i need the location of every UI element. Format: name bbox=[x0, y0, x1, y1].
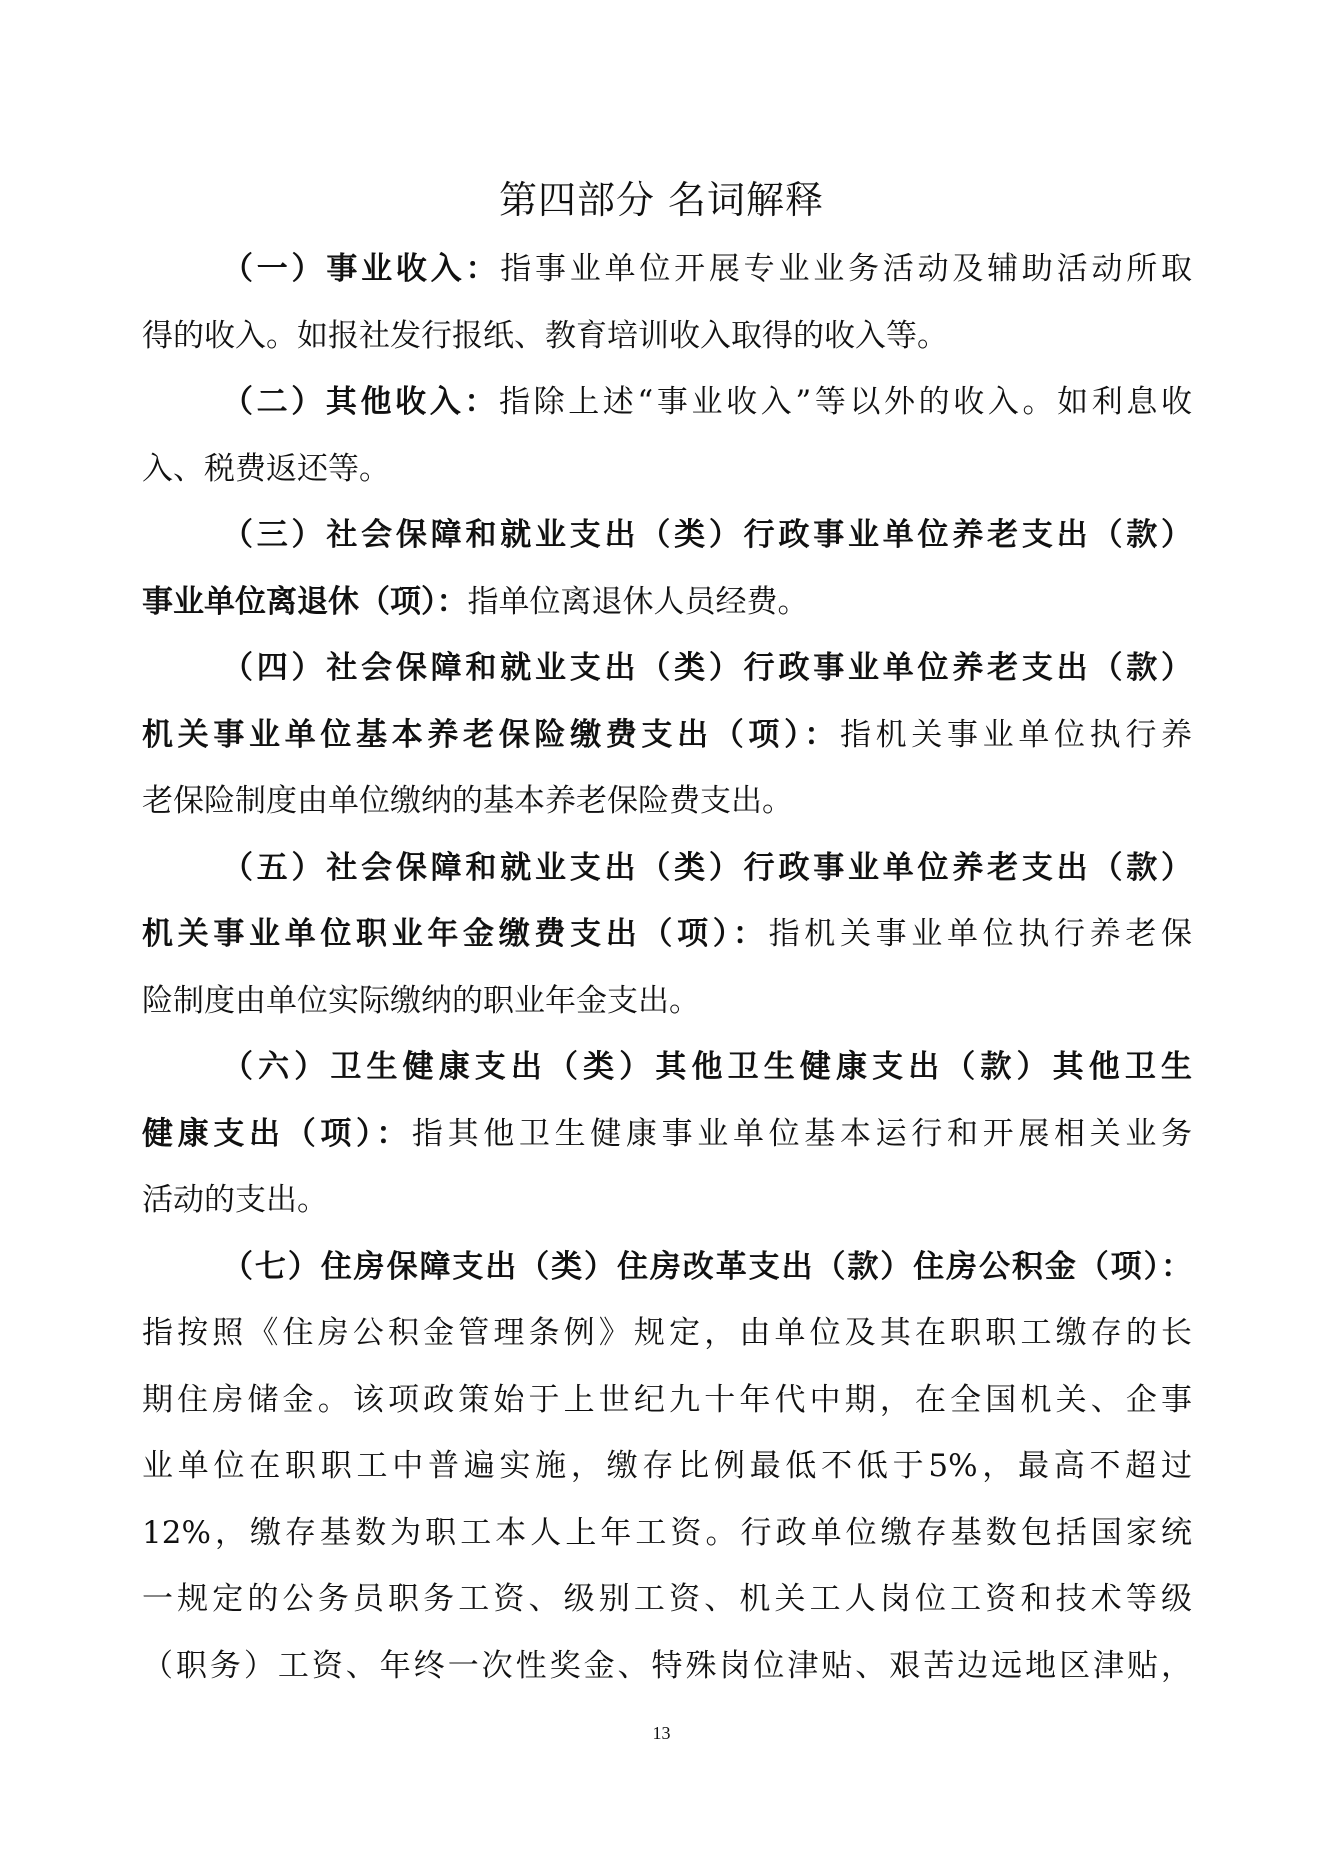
term-retirement: 事业单位离退休（项）： bbox=[142, 583, 468, 620]
paragraph-4-line-2 bbox=[142, 702, 1192, 769]
term-health-expenditure: 健康支出（项）： bbox=[142, 1115, 412, 1152]
paragraph-5-line-3: 险制度由单位实际缴纳的职业年金支出。 bbox=[142, 982, 700, 1019]
paragraph-2-line-2: 入、税费返还等。 bbox=[142, 450, 390, 487]
page-title: 第四部分 名词解释 bbox=[498, 178, 825, 222]
term-other-income: （二）其他收入： bbox=[222, 384, 499, 420]
paragraph-4-text-1: 指机关事业单位执行养 bbox=[839, 716, 1193, 753]
paragraph-3-line-1: （三）社会保障和就业支出（类）行政事业单位养老支出（款） bbox=[222, 517, 1192, 553]
paragraph-4-line-1: （四）社会保障和就业支出（类）行政事业单位养老支出（款） bbox=[222, 650, 1192, 686]
paragraph-7-line-3: 期住房储金。该项政策始于上世纪九十年代中期，在全国机关、企事 bbox=[142, 1381, 1192, 1418]
paragraph-2-text-1: 指除上述“事业收入”等以外的收入。如利息收 bbox=[498, 384, 1193, 420]
paragraph-1-line-2: 得的收入。如报社发行报纸、教育培训收入取得的收入等。 bbox=[142, 317, 948, 354]
paragraph-6-line-1: （六）卫生健康支出（类）其他卫生健康支出（款）其他卫生 bbox=[222, 1049, 1192, 1085]
paragraph-3-line-2 bbox=[142, 569, 1192, 636]
paragraph-7-line-6: 一规定的公务员职务工资、级别工资、机关工人岗位工资和技术等级 bbox=[142, 1581, 1192, 1617]
paragraph-7-line-4: 业单位在职职工中普遍实施，缴存比例最低不低于5%，最高不超过 bbox=[142, 1448, 1192, 1484]
paragraph-7-line-7: （职务）工资、年终一次性奖金、特殊岗位津贴、艰苦边远地区津贴， bbox=[142, 1647, 1192, 1684]
term-occupational-annuity: 机关事业单位职业年金缴费支出（项）： bbox=[142, 916, 769, 952]
paragraph-1-line-1 bbox=[142, 236, 1192, 303]
paragraph-6-line-3: 活动的支出。 bbox=[142, 1182, 328, 1218]
paragraph-6-line-2 bbox=[142, 1101, 1192, 1168]
term-pension-insurance: 机关事业单位基本养老保险缴费支出（项）： bbox=[142, 716, 840, 753]
paragraph-7-line-2: 指按照《住房公积金管理条例》规定，由单位及其在职职工缴存的长 bbox=[142, 1315, 1192, 1351]
paragraph-7-line-5: 12%，缴存基数为职工本人上年工资。行政单位缴存基数包括国家统 bbox=[142, 1514, 1192, 1551]
term-business-income: （一）事业收入： bbox=[222, 251, 501, 287]
document-body bbox=[142, 236, 1192, 1699]
paragraph-2-line-1 bbox=[142, 369, 1192, 436]
paragraph-3-text: 指单位离退休人员经费。 bbox=[467, 583, 809, 620]
paragraph-6-text-1: 指其他卫生健康事业单位基本运行和开展相关业务 bbox=[411, 1115, 1193, 1152]
paragraph-5-line-2 bbox=[142, 901, 1192, 968]
page-number: 13 bbox=[652, 1723, 671, 1743]
paragraph-1-text-1: 指事业单位开展专业业务活动及辅助活动所取 bbox=[500, 251, 1193, 287]
paragraph-5-text-1: 指机关事业单位执行养老保 bbox=[768, 916, 1193, 952]
paragraph-4-line-3: 老保险制度由单位缴纳的基本养老保险费支出。 bbox=[142, 783, 793, 819]
paragraph-7-line-1: （七）住房保障支出（类）住房改革支出（款）住房公积金（项）： bbox=[222, 1248, 1192, 1285]
paragraph-5-line-1: （五）社会保障和就业支出（类）行政事业单位养老支出（款） bbox=[222, 849, 1192, 886]
